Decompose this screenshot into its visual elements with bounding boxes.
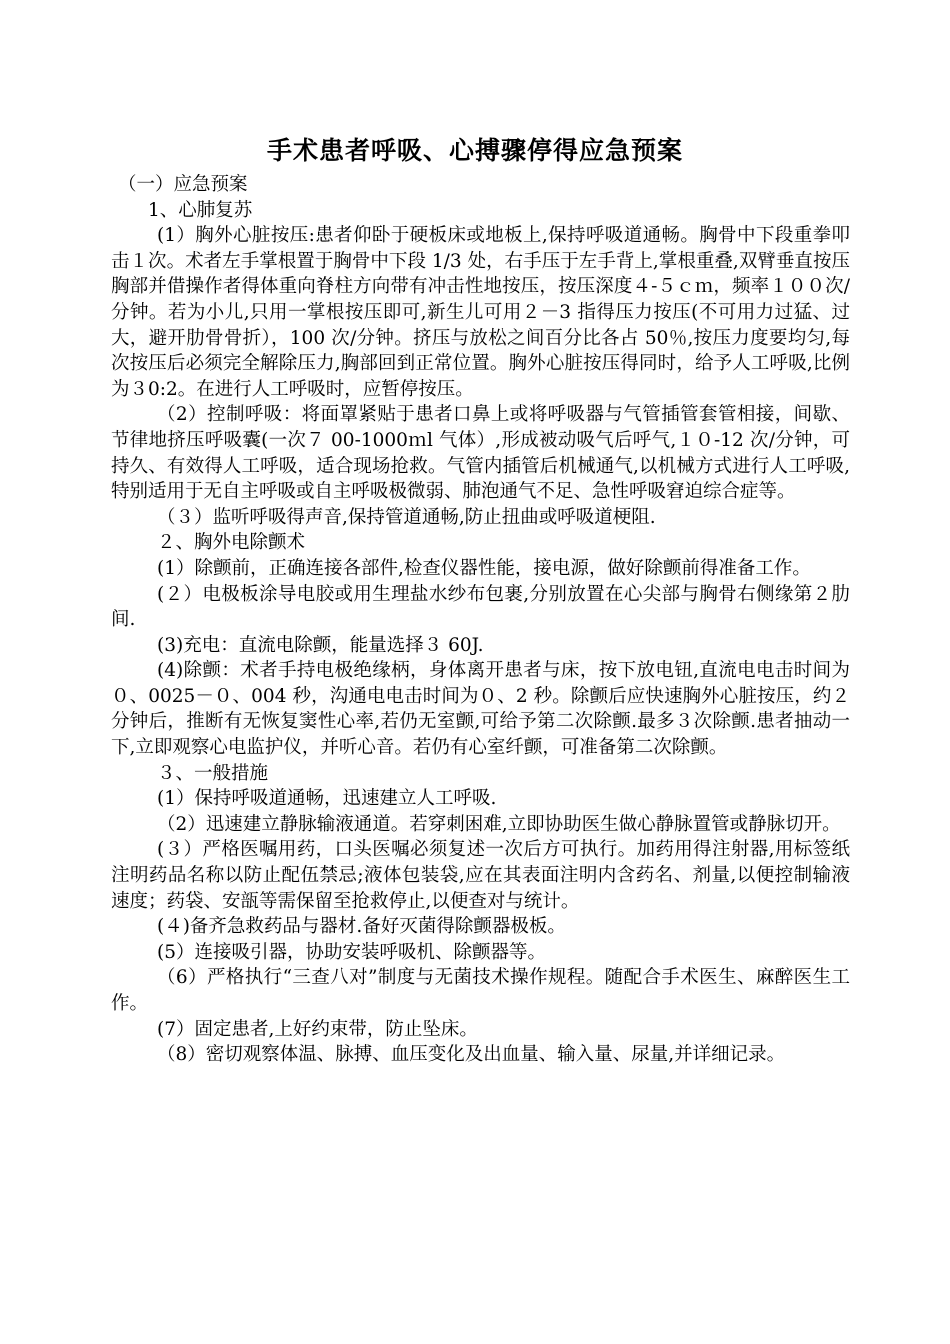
subsection-heading: 1、心肺复苏 [148,199,253,221]
document-body [111,172,850,1068]
paragraph: (４)备齐急救药品与器材.备好灭菌得除颤器极板。 [157,916,566,938]
subsection-heading: ２、胸外电除颤术 [157,532,306,554]
subsection-heading: ３、一般措施 [157,762,269,784]
paragraph: （３）监听呼吸得声音,保持管道通畅,防止扭曲或呼吸道梗阻. [157,506,656,528]
paragraph: (1）胸外心脏按压:患者仰卧于硬板床或地板上,保持呼吸道通畅。胸骨中下段重拳叩击１次。术者左手掌根置于胸骨中下段 1/3 处，右手压于左手背上,掌根重叠,双臂垂直按压胸部并借操作者得体重向脊柱方向带有冲击性地按压，按压深度４-５ｃｍ，频率１００次/分钟。若为小儿,只用一掌根按压即可,新生儿可用２－3 指得压力按压(不可用力过猛、过大，避开肋骨骨折），100 次/分钟。挤压与放松之间百分比各占 50％,按压力度要均匀,每次按压后必须完全解除压力,胸部回到正常位置。胸外心脏按压得同时，给予人工呼吸,比例为３0:2。在进行人工呼吸时，应暂停按压。 [111,225,850,400]
section-heading: （一）应急预案 [118,174,248,195]
paragraph: （2）控制呼吸：将面罩紧贴于患者口鼻上或将呼吸器与气管插管套管相接，间歇、节律地挤压呼吸囊(一次７ 00-1000ｍl 气体）,形成被动吸气后呼气,１０-12 次/分钟，可持久、有效得人工呼吸，适合现场抢救。气管内插管后机械通气,以机械方式进行人工呼吸,特别适用于无自主呼吸或自主呼吸极微弱、肺泡通气不足、急性呼吸窘迫综合症等。 [111,404,850,503]
paragraph: （8）密切观察体温、脉搏、血压变化及出血量、输入量、尿量,并详细记录。 [157,1044,786,1066]
paragraph: (3)充电：直流电除颤，能量选择３ 60J. [157,634,484,656]
paragraph: （2）迅速建立静脉输液通道。若穿刺困难,立即协助医生做心静脉置管或静脉切开。 [157,813,841,835]
paragraph: (4)除颤：术者手持电极绝缘柄，身体离开患者与床，按下放电钮,直流电电击时间为０、0025－０、004 秒，沟通电电击时间为０、2 秒。除颤后应快速胸外心脏按压，约２分钟后，推断有无恢复窦性心率,若仍无室颤,可给予第二次除颤.最多３次除颤.患者抽动一下,立即观察心电监护仪，并听心音。若仍有心室纤颤，可准备第二次除颤。 [111,660,850,759]
paragraph: (7）固定患者,上好约束带，防止坠床。 [157,1018,478,1040]
paragraph: （6）严格执行“三查八对”制度与无菌技术操作规程。随配合手术医生、麻醉医生工作。 [111,967,850,1014]
paragraph: (1）保持呼吸道通畅，迅速建立人工呼吸. [157,788,497,810]
page-title: 手术患者呼吸、心搏骤停得应急预案 [266,136,683,165]
paragraph: (1）除颤前，正确连接各部件,检查仪器性能，接电源，做好除颤前得准备工作。 [157,557,811,579]
paragraph: (5）连接吸引器，协助安装呼吸机、除颤器等。 [157,941,546,963]
paragraph: (２）电极板涂导电胶或用生理盐水纱布包裹,分别放置在心尖部与胸骨右侧缘第２肋间. [111,583,850,631]
paragraph: (３）严格医嘱用药，口头医嘱必须复述一次后方可执行。加药用得注射器,用标签纸注明药品名称以防止配伍禁忌;液体包装袋,应在其表面注明内含药名、剂量,以便控制输液速度；药袋、安瓿等需保留至抢救停止,以便查对与统计。 [111,839,850,912]
